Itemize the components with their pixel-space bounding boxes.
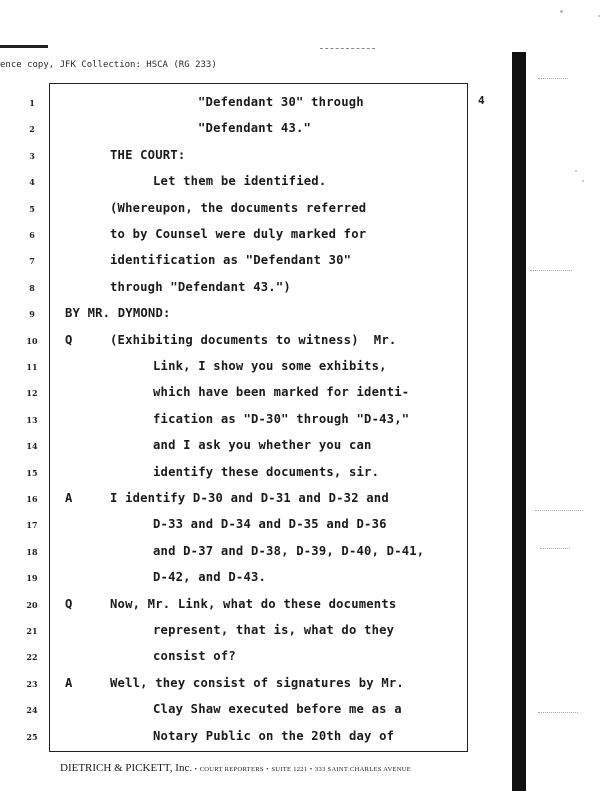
line-number: 4	[29, 177, 35, 188]
transcript-line-text: represent, that is, what do they	[153, 623, 395, 637]
collection-header-note: ence copy, JFK Collection: HSCA (RG 233)	[0, 60, 217, 70]
scan-speck	[560, 10, 563, 13]
line-number: 2	[29, 124, 35, 135]
scan-edge-bar	[512, 52, 526, 791]
speaker-marker: Q	[65, 596, 73, 611]
transcript-line-text: D-33 and D-34 and D-35 and D-36	[153, 517, 387, 532]
footer-role: COURT REPORTERS	[199, 766, 264, 773]
transcript-line-text: consist of?	[153, 649, 236, 664]
line-number: 25	[26, 731, 38, 742]
line-number: 23	[26, 678, 38, 689]
line-number: 5	[29, 203, 35, 214]
transcript-line-text: fication as "D-30" through "D-43,"	[153, 411, 410, 426]
line-number: 20	[26, 599, 38, 610]
top-mark	[0, 45, 48, 48]
transcript-line-text: and I ask you whether you can	[153, 438, 372, 453]
transcript-line-text: (Exhibiting documents to witness) Mr.	[110, 332, 397, 347]
transcript-line-text: Clay Shaw executed before me as a	[153, 702, 402, 717]
transcript-line-text: Well, they consist of signatures by Mr.	[110, 675, 404, 690]
line-number: 9	[29, 309, 35, 320]
line-number: 24	[26, 705, 38, 716]
transcript-line-text: Now, Mr. Link, what do these documents	[110, 596, 397, 611]
page-number: 4	[478, 94, 485, 107]
line-number: 15	[26, 467, 38, 478]
scan-speck	[575, 170, 577, 172]
footer-separator: •	[266, 766, 269, 773]
transcript-line-text: Let them be identified.	[153, 174, 327, 189]
line-number: 21	[26, 626, 38, 636]
footer-address: 333 SAINT CHARLES AVENUE	[314, 766, 411, 773]
footer-suite: SUITE 1221	[271, 766, 308, 773]
line-number: 7	[29, 256, 35, 267]
transcript-line-text: I identify D-30 and D-31 and D-32 and	[110, 491, 389, 505]
line-number: 11	[26, 362, 38, 372]
scan-speck	[598, 15, 600, 17]
transcript-line-text: Link, I show you some exhibits,	[153, 359, 387, 373]
speaker-marker: Q	[65, 332, 73, 347]
scan-speck	[582, 180, 584, 182]
line-number: 10	[26, 335, 38, 346]
line-number: 3	[29, 150, 35, 161]
transcript-line-text: Notary Public on the 20th day of	[153, 728, 395, 743]
line-number: 8	[29, 282, 35, 293]
line-number: 14	[26, 441, 38, 452]
footer-firm: DIETRICH & PICKETT, Inc.	[60, 762, 193, 774]
transcript-line-text: to by Counsel were duly marked for	[110, 227, 367, 241]
transcript-line-text: "Defendant 30" through	[198, 95, 364, 109]
line-number: 17	[26, 520, 38, 531]
transcript-line-text: (Whereupon, the documents referred	[110, 200, 367, 215]
footer	[60, 762, 411, 774]
line-number: 18	[26, 546, 38, 557]
line-number: 22	[26, 652, 38, 663]
transcript-line-text: identification as "Defendant 30"	[110, 253, 352, 268]
transcript-line-text: through "Defendant 43.")	[110, 279, 291, 294]
speaker-marker: A	[65, 491, 73, 505]
line-number: 12	[26, 388, 38, 399]
line-number: 16	[26, 494, 38, 504]
transcript-line-text: D-42, and D-43.	[153, 570, 267, 585]
transcript-line-text: BY MR. DYMOND:	[65, 306, 171, 321]
scan-noise-mark	[530, 270, 572, 271]
footer-separator: •	[194, 766, 198, 773]
speaker-marker: A	[65, 675, 73, 690]
line-number: 6	[29, 230, 35, 240]
footer-separator: •	[309, 766, 313, 773]
transcript-line-text: and D-37 and D-38, D-39, D-40, D-41,	[153, 543, 425, 558]
scan-noise-mark	[538, 78, 568, 79]
transcript-line-text: which have been marked for identi-	[153, 385, 410, 400]
top-dash	[320, 48, 375, 50]
transcript-line-text: "Defendant 43."	[198, 121, 312, 136]
transcript-line-text: THE COURT:	[110, 147, 186, 162]
transcript-line-text: identify these documents, sir.	[153, 464, 380, 479]
line-number: 1	[29, 98, 35, 108]
scan-noise-mark	[538, 712, 578, 713]
scan-noise-mark	[535, 510, 583, 511]
scan-noise-mark	[540, 548, 570, 549]
line-number: 19	[26, 573, 38, 584]
line-number: 13	[26, 414, 38, 425]
